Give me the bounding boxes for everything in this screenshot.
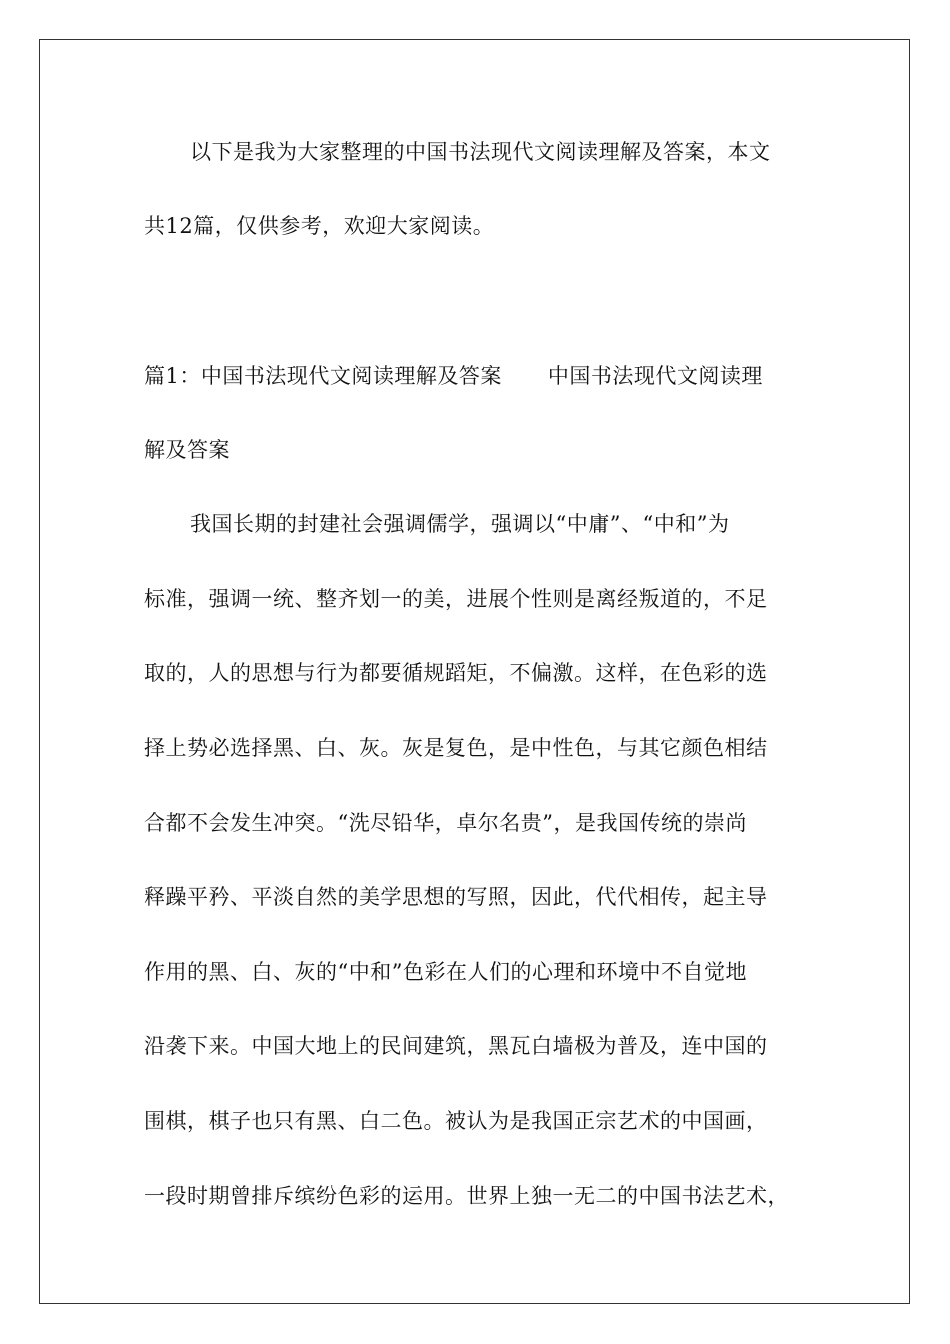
body-line-7: 作用的黑、白、灰的“中和”色彩在人们的心理和环境中不自觉地: [144, 960, 747, 984]
section-heading: [144, 361, 763, 391]
body-line-2: 标准，强调一统、整齐划一的美，进展个性则是离经叛道的，不足: [144, 587, 768, 611]
intro-line-2: 共12篇，仅供参考，欢迎大家阅读。: [144, 214, 495, 238]
section-heading-subtitle: 中国书法现代文阅读理: [547, 364, 763, 388]
section-heading-title: 篇1：中国书法现代文阅读理解及答案: [144, 364, 502, 388]
body-line-1: 我国长期的封建社会强调儒学，强调以“中庸”、“中和”为: [190, 512, 730, 536]
body-line-8: 沿袭下来。中国大地上的民间建筑，黑瓦白墙极为普及，连中国的: [144, 1034, 768, 1058]
section-heading-continued: 解及答案: [144, 438, 230, 462]
body-line-10: 一段时期曾排斥缤纷色彩的运用。世界上独一无二的中国书法艺术，: [144, 1184, 789, 1208]
body-line-4: 择上势必选择黑、白、灰。灰是复色，是中性色，与其它颜色相结: [144, 736, 768, 760]
body-line-9: 围棋，棋子也只有黑、白二色。被认为是我国正宗艺术的中国画，: [144, 1109, 768, 1133]
body-line-5: 合都不会发生冲突。“洗尽铅华，卓尔名贵”，是我国传统的崇尚: [144, 811, 747, 835]
intro-line-1: 以下是我为大家整理的中国书法现代文阅读理解及答案，本文: [190, 140, 771, 164]
body-line-6: 释躁平矜、平淡自然的美学思想的写照，因此，代代相传，起主导: [144, 885, 768, 909]
body-line-3: 取的，人的思想与行为都要循规蹈矩，不偏激。这样，在色彩的选: [144, 661, 768, 685]
